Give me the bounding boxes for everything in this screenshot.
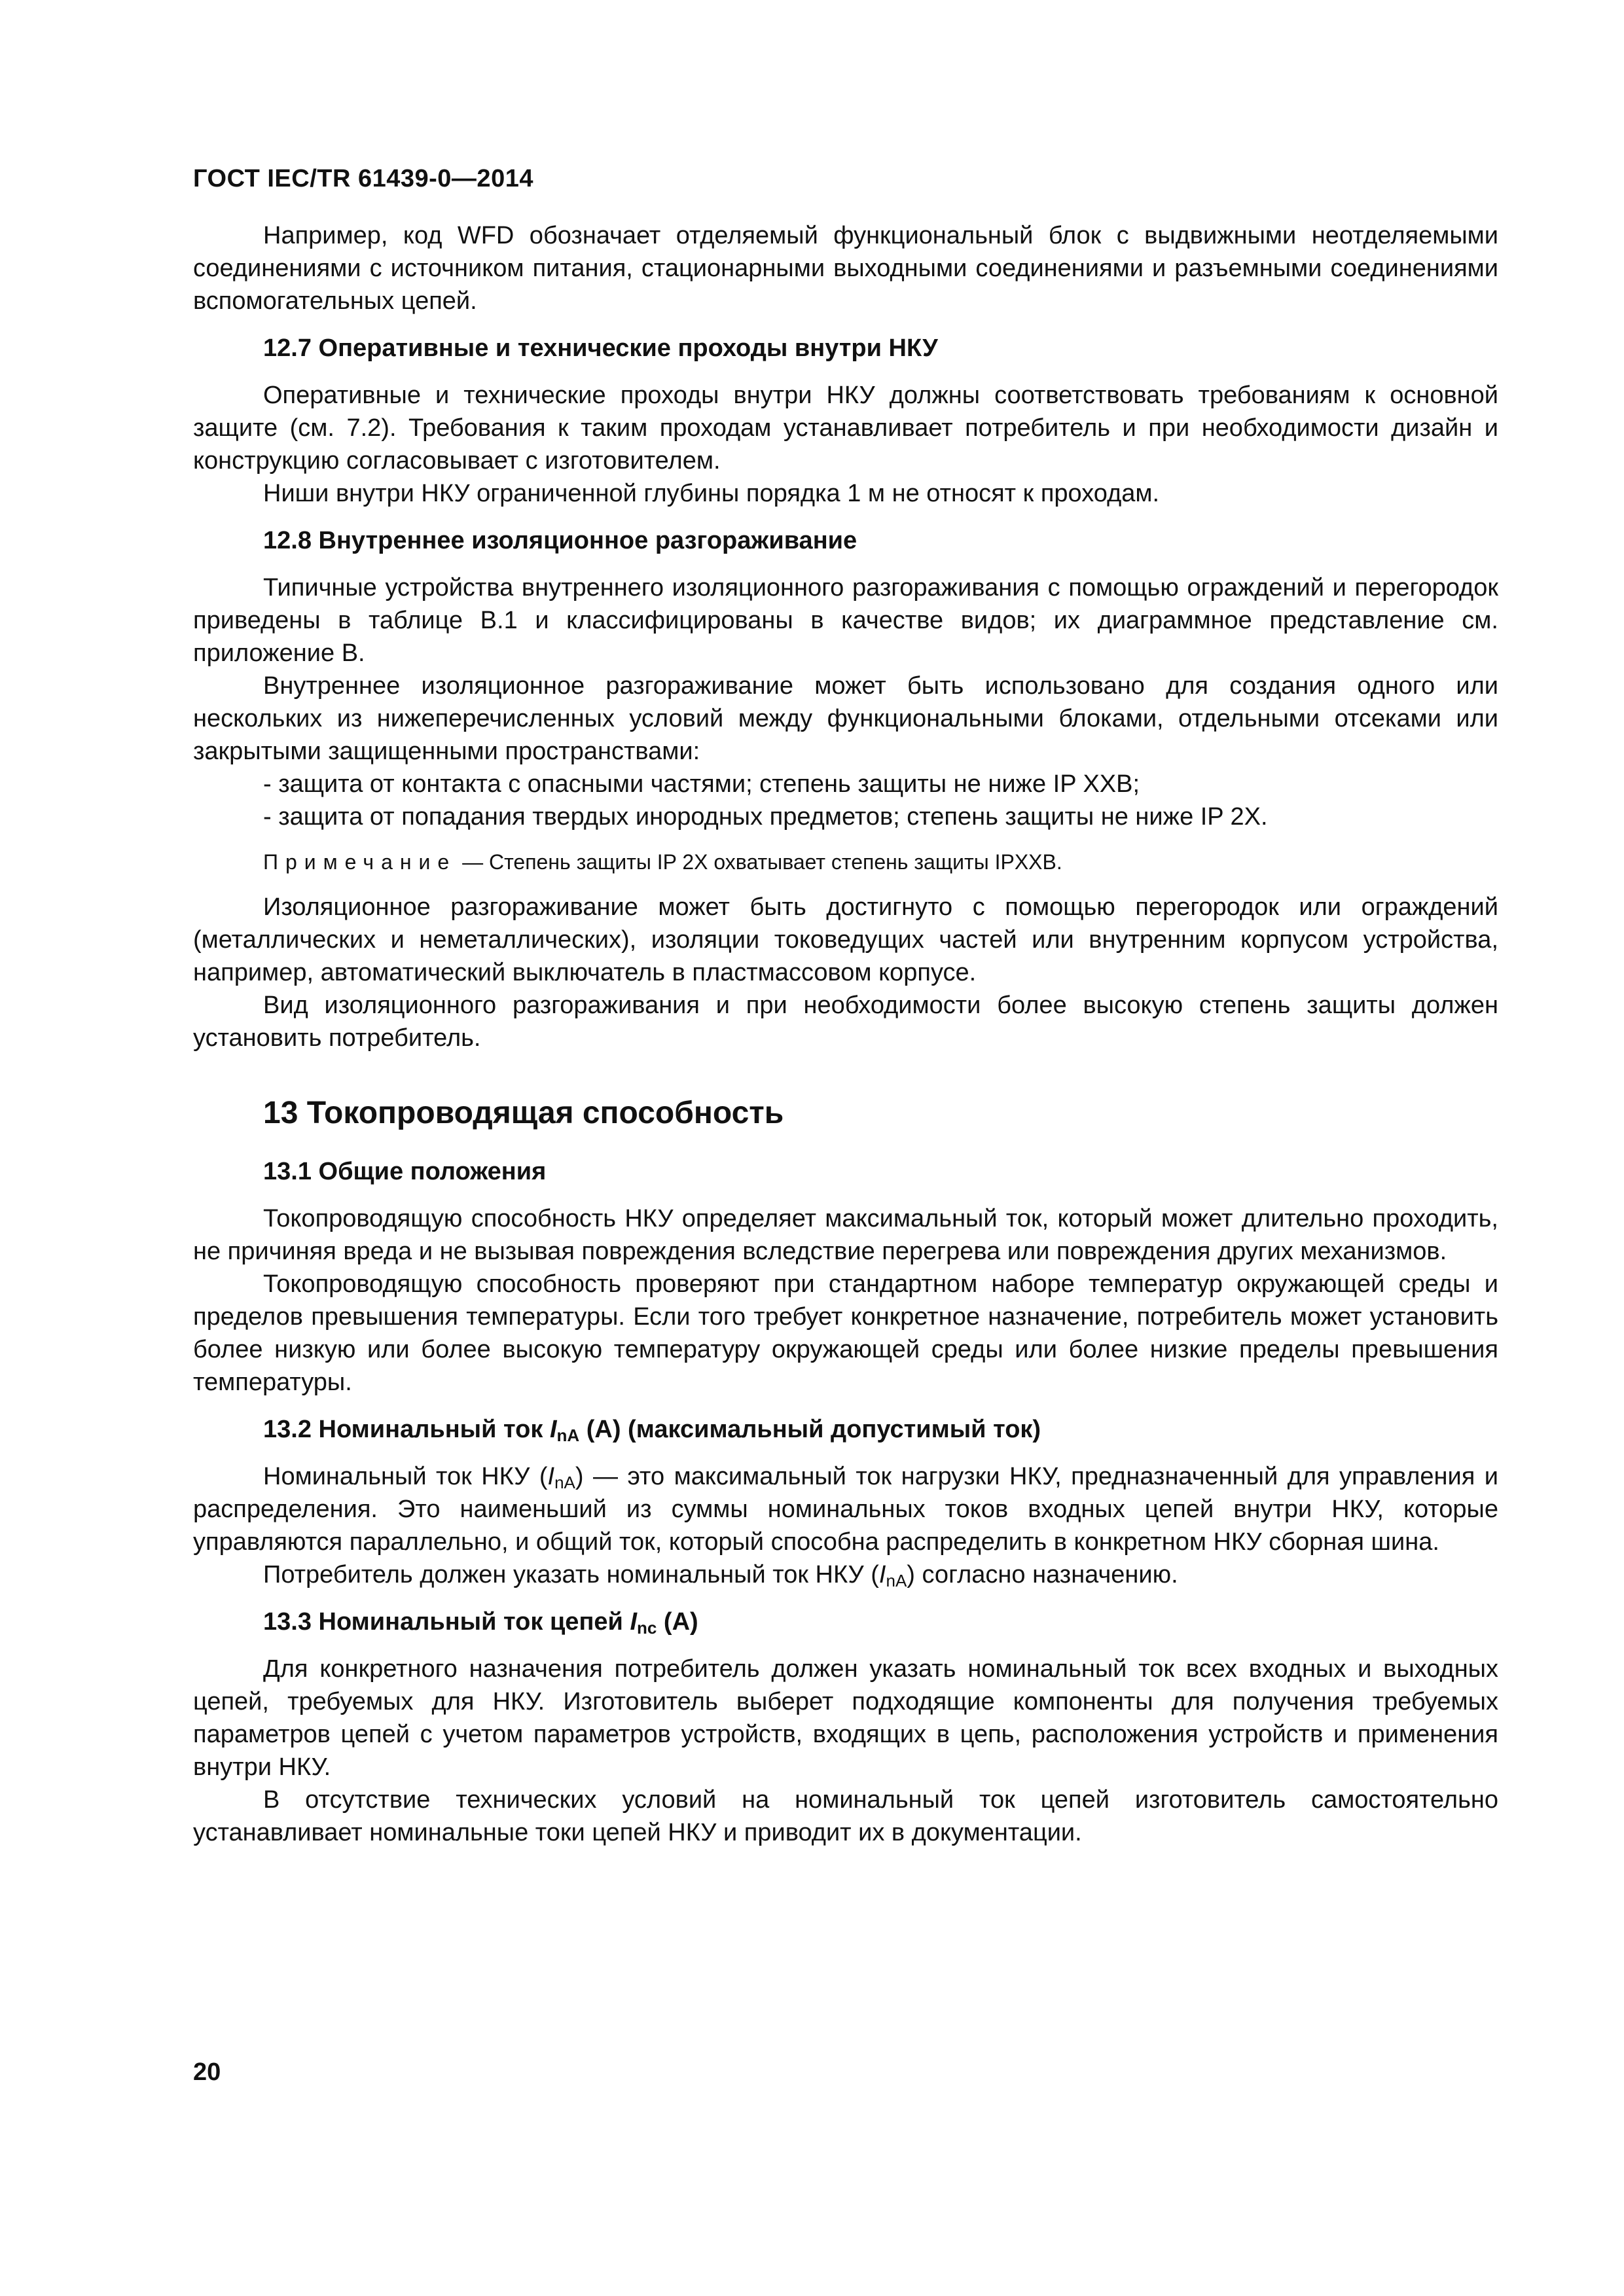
current-subscript: nA: [556, 1426, 580, 1445]
paragraph-12-8-4: Вид изоляционного разгораживания и при необходимости более высокую степень защиты должен установить потребитель.: [193, 992, 1498, 1052]
current-symbol: I: [549, 1416, 557, 1443]
subsection-heading-13-1: 13.1 Общие положения: [263, 1158, 547, 1185]
current-subscript: nc: [637, 1618, 657, 1638]
list-item: - защита от контакта с опасными частями; степень защиты не ниже IP XXB;: [263, 770, 1140, 798]
page-body: [193, 219, 1498, 1849]
heading-text: (А) (максимальный допустимый ток): [579, 1416, 1041, 1443]
paragraph-12-8-1: Типичные устройства внутреннего изоляционного разгораживания с помощью ограждений и перегородок приведены в таблице В.1 и классифицированы в качестве видов; их диаграммное представление см. приложение В.: [193, 574, 1498, 667]
paragraph-13-1-2: Токопроводящую способность проверяют при стандартном наборе температур окружающей среды и пределов превышения температуры. Если того требует конкретное назначение, потребитель может установить более низкую или более высокую температуру окружающей среды или более низкие пределы превышения температуры.: [193, 1270, 1498, 1396]
paragraph-text: Потребитель должен указать номинальный ток НКУ (: [263, 1561, 879, 1588]
current-subscript: nA: [554, 1473, 575, 1492]
paragraph-13-3-1: Для конкретного назначения потребитель должен указать номинальный ток всех входных и выходных цепей, требуемых для НКУ. Изготовитель выберет подходящие компоненты для получения требуемых параметров цепей с учетом параметров устройств, входящих в цепь, расположения устройств и применения внутри НКУ.: [193, 1655, 1498, 1781]
subsection-heading-12-7: 12.7 Оперативные и технические проходы внутри НКУ: [263, 334, 938, 362]
heading-text: (А): [657, 1608, 698, 1636]
paragraph-12-8-2: Внутреннее изоляционное разгораживание может быть использовано для создания одного или нескольких из нижеперечисленных условий между функциональными блоками, отдельными отсеками или закрытыми защищенными пространствами:: [193, 672, 1498, 765]
paragraph-13-1-1: Токопроводящую способность НКУ определяет максимальный ток, который может длительно проходить, не причиняя вреда и не вызывая повреждения вследствие перегрева или повреждения других механизмов.: [193, 1205, 1498, 1265]
paragraph-12-7-1: Оперативные и технические проходы внутри НКУ должны соответствовать требованиям к основной защите (см. 7.2). Требования к таким проходам устанавливает потребитель и при необходимости дизайн и конструкцию согласовывает с изготовителем.: [193, 382, 1498, 475]
note-text: — Степень защиты IP 2X охватывает степень защиты IPXXB.: [456, 850, 1062, 874]
list-item: - защита от попадания твердых инородных предметов; степень защиты не ниже IP 2X.: [263, 803, 1268, 831]
current-symbol: I: [547, 1463, 555, 1490]
note: [263, 848, 1498, 876]
section-heading-13: 13 Токопроводящая способность: [263, 1096, 784, 1130]
paragraph-13-2-1: [193, 1460, 1498, 1558]
current-symbol: I: [630, 1608, 638, 1636]
paragraph-13-2-2: [193, 1558, 1498, 1591]
subsection-heading-12-8: 12.8 Внутреннее изоляционное разгораживание: [263, 527, 857, 554]
subsection-heading-13-3: [263, 1605, 1498, 1638]
paragraph-text: Номинальный ток НКУ (: [263, 1463, 548, 1490]
note-label: Примечание: [263, 850, 457, 874]
page-number: 20: [193, 2058, 221, 2086]
paragraph-text: ) — это максимальный ток нагрузки НКУ, предназначенный для управления и распределения. Это наименьший из суммы номинальных токов входных цепей внутри НКУ, которые управляются параллельно, и общий ток, который способна распределить в конкретном НКУ сборная шина.: [193, 1463, 1499, 1556]
heading-text: 13.3 Номинальный ток цепей: [263, 1608, 630, 1636]
subsection-heading-13-2: [263, 1413, 1498, 1446]
intro-paragraph: Например, код WFD обозначает отделяемый функциональный блок с выдвижными неотделяемыми соединениями с источником питания, стационарными выходными соединениями и разъемными соединениями вспомогательных цепей.: [193, 222, 1498, 315]
document-code-header: ГОСТ IEC/TR 61439-0—2014: [193, 165, 533, 192]
paragraph-12-8-3: Изоляционное разгораживание может быть достигнуто с помощью перегородок или ограждений (металлических и неметаллических), изоляции токоведущих частей или внутренним корпусом устройства, например, автоматический выключатель в пластмассовом корпусе.: [193, 893, 1498, 986]
paragraph-13-3-2: В отсутствие технических условий на номинальный ток цепей изготовитель самостоятельно устанавливает номинальные токи цепей НКУ и приводит их в документации.: [193, 1786, 1498, 1846]
heading-text: 13.2 Номинальный ток: [263, 1416, 550, 1443]
current-symbol: I: [878, 1561, 886, 1588]
paragraph-12-7-2: Ниши внутри НКУ ограниченной глубины порядка 1 м не относят к проходам.: [263, 480, 1160, 507]
current-subscript: nA: [886, 1571, 907, 1590]
paragraph-text: ) согласно назначению.: [907, 1561, 1178, 1588]
